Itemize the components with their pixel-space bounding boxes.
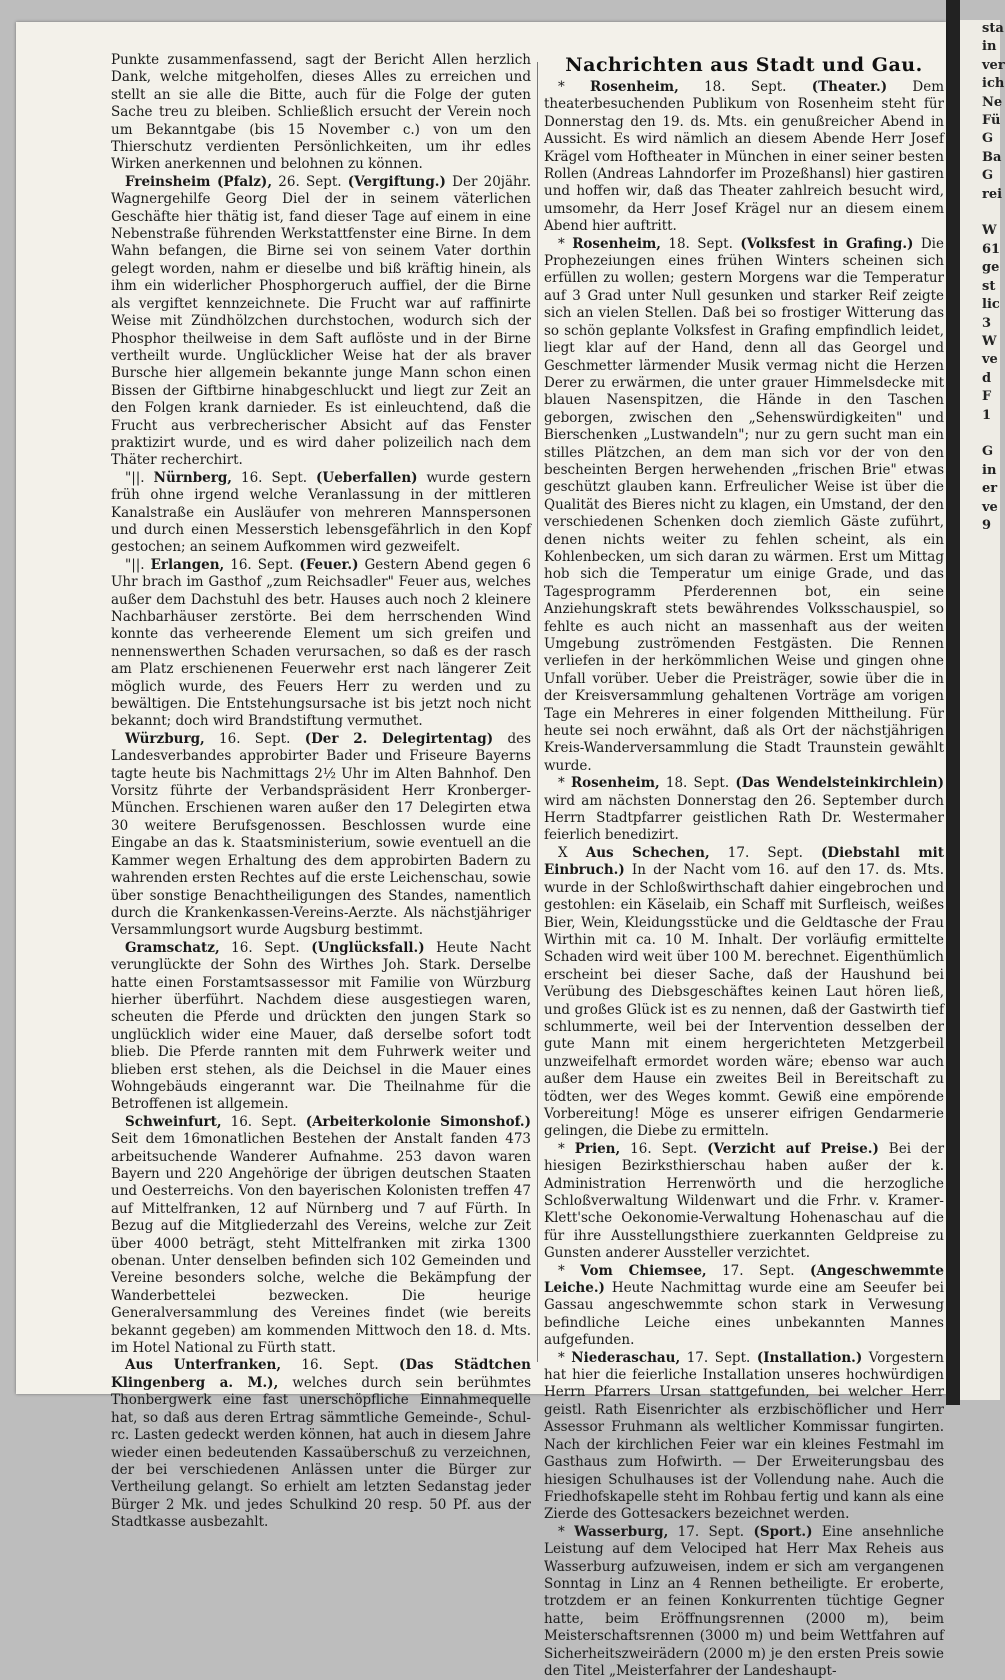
next-page-fragment: st bbox=[982, 278, 996, 294]
article-topic: (Das Städtchen Klingenberg a. M.), bbox=[111, 1357, 532, 1391]
article-topic: (Diebstahl mit Einbruch.) bbox=[544, 844, 944, 879]
next-page-fragment: G bbox=[982, 131, 994, 147]
next-page-fragment: G bbox=[982, 168, 994, 184]
article bbox=[111, 52, 531, 174]
article-text: Seit dem 16monatlichen Bestehen der Anstalt fanden 473 arbeitsuchende Wanderer Aufnahme. 253 davon waren Bayern und 220 Angehörige der übrigen deutschen Staaten und Oesterreichs. Von den bayerischen Kolonisten treffen 47 auf Mittelfranken, 12 auf Nürnberg und 7 auf Fürth. In Bezug auf die Mitgliederzahl des Vereins, welche zur Zeit über 4000 beträgt, steht Mittelfranken mit zirka 1300 obenan. Unter denselben befinden sich 102 Gemeinden und Vereine besonders solche, welche die Bekämpfung der Wanderbettelei bezwecken. Die heurige Generalversammlung des Vereines findet (wie bereits bekannt gegeben) am kommenden Mittwoch den 18. d. Mts. im Hotel National zu Fürth statt. bbox=[111, 1131, 531, 1357]
article-text: Der 20jähr. Wagnergehilfe Georg Diel der in seinem väterlichen Geschäfte hier thätig ist, fand dieser Tage auf einem in eine Nebenstraße führenden Werkstattfenster eine Birne. In dem Wahn befangen, die Birne sei von seinem Vater dorthin gelegt worden, nahm er dieselbe und biß kräftig hinein, als ihm ein widerlicher Phosphorgeruch auffiel, der die Birne als vergiftet kennzeichnete. Die Frucht war auf raffinirte Weise mit Zündhölzchen durchstochen, wodurch sich der Phosphor theilweise in dem Saft auflöste und in der Birne vertheilt wurde. Unglücklicher Weise hat der als braver Bursche hier allgemein bekannte junge Mann schon einen Bissen der Giftbirne hinabgeschluckt und liegt zur Zeit an den Folgen krank darnieder. Es ist einleuchtend, daß die Frucht aus verbrecherischer Absicht auf das Fenster praktizirt wurde, und es wird daher polizeilich nach dem Thäter recherchirt. bbox=[111, 173, 531, 469]
next-page-fragment: rei bbox=[982, 186, 1003, 202]
article-text: Vorgestern hat hier die feierliche Installation unseres hochwürdigen Herrn Pfarrers Ursan stattgefunden, bei welcher Herr geistl. Rath Eisenrichter als erzbischöflicher und Herr Assessor Fruhmann als weltlicher Kommissar fungirten. Nach der kirchlichen Feier war ein kleines Festmahl im Gasthaus zum Hofwirth. — Der Erweiterungsbau des hiesigen Schulhauses ist der Vollendung nahe. Auch die Friedhofskapelle steht im Rohbau fertig und kann als eine Zierde des Gottesackers bezeichnet werden. bbox=[544, 1349, 944, 1523]
article-date: 17. Sept. bbox=[722, 1262, 795, 1279]
article-date: 18. Sept. bbox=[665, 775, 730, 792]
article-prefix: * bbox=[558, 1523, 565, 1540]
book-spine-edge bbox=[946, 0, 960, 1405]
article-date: 16. Sept. bbox=[230, 556, 294, 573]
article-date: 16. Sept. bbox=[301, 1357, 379, 1374]
next-page-fragment: W bbox=[982, 333, 997, 349]
next-page-fragment: G bbox=[982, 444, 994, 460]
article-date: 17. Sept. bbox=[686, 1349, 751, 1366]
article-topic: (Volksfest in Grafing.) bbox=[740, 235, 914, 252]
article-topic: (Verzicht auf Preise.) bbox=[707, 1140, 879, 1157]
next-page-fragment: 1 bbox=[982, 407, 992, 423]
article-text: Heute Nacht verunglückte der Sohn des Wirthes Joh. Stark. Derselbe hatte einen Forstamtsassessor mit Familie von Würzburg hierher überführt. Nachdem diese ausgestiegen waren, scheuten die Pferde und drückten den jungen Stark so unglücklich wider eine Mauer, daß derselbe sofort todt blieb. Die Pferde rannten mit dem Fuhrwerk weiter und blieben erst stehen, als die Deichsel in die Mauer eines Wohngebäuds eingerannt war. Die Theilnahme für die Betroffenen ist allgemein. bbox=[111, 939, 531, 1113]
article-place: Schweinfurt, bbox=[125, 1113, 222, 1130]
next-page-fragment: F bbox=[982, 389, 992, 405]
article bbox=[544, 1263, 944, 1350]
article-place: Gramschatz, bbox=[125, 939, 220, 956]
next-page-fragment: ver bbox=[982, 57, 1005, 73]
article bbox=[111, 1114, 531, 1358]
next-page-fragment: W bbox=[982, 223, 997, 239]
next-page-fragment bbox=[960, 425, 1000, 443]
article-topic: (Theater.) bbox=[811, 79, 888, 95]
article-topic: (Feuer.) bbox=[299, 556, 359, 573]
section-heading: Nachrichten aus Stadt und Gau. bbox=[565, 54, 923, 76]
article-date: 16. Sept. bbox=[231, 939, 300, 956]
next-page-fragment: in bbox=[982, 462, 997, 478]
article-topic: (Unglücksfall.) bbox=[311, 939, 425, 956]
next-page-strip bbox=[960, 20, 1005, 1400]
next-page-fragment: ge bbox=[982, 260, 1000, 276]
article-place: Niederaschau, bbox=[571, 1349, 681, 1366]
article-text: wurde gestern früh ohne irgend welche Veranlassung in der mittleren Kanalstraße ein Ausläufer von mehreren Mannspersonen und durch einen Messerstich lebensgefährlich in den Kopf gestochen; an seinem Aufkommen wird gezweifelt. bbox=[111, 469, 531, 556]
next-page-fragment: ve bbox=[982, 499, 998, 515]
article-topic: (Der 2. Delegirtentag) bbox=[304, 730, 494, 747]
article bbox=[544, 845, 944, 1141]
article bbox=[111, 557, 531, 731]
article-text: welches durch sein berühmtes Thonbergwerk eine fast unerschöpfliche Einnahmequelle hat, so daß aus deren Ertrag sämmtliche Gemeinde-, Schul- rc. Lasten gedeckt werden können, hat auch in diesem Jahre wieder einen bedeutenden Kassaüberschuß zu verzeichnen, der bei verschiedenen Anlässen unter die Bürger zur Vertheilung gelangt. So erhielt am letzten Sedanstag jeder Bürger 2 Mk. und jedes Schulkind 20 resp. 50 Pf. aus der Stadtkasse ausbezahlt. bbox=[111, 1374, 532, 1531]
article-place: Würzburg, bbox=[125, 730, 205, 747]
article-date: 17. Sept. bbox=[677, 1523, 745, 1540]
article bbox=[111, 731, 531, 940]
article-date: 26. Sept. bbox=[278, 173, 342, 190]
article-place: Vom Chiemsee, bbox=[580, 1262, 707, 1279]
article-topic: (Das Wendelsteinkirchlein) bbox=[735, 775, 945, 792]
article-place: Prien, bbox=[574, 1140, 621, 1157]
article-text: Heute Nachmittag wurde eine am Seeufer bei Gassau angeschwemmte schon stark in Verwesung befindliche Leiche eines unbekannten Mannes aufgefunden. bbox=[544, 1280, 944, 1349]
next-page-fragment: sta bbox=[982, 21, 1004, 36]
next-page-fragment: lic bbox=[982, 297, 1000, 313]
right-column bbox=[544, 52, 944, 1680]
article-topic: (Installation.) bbox=[756, 1349, 863, 1366]
article-text: Gestern Abend gegen 6 Uhr brach im Gasthof „zum Reichsadler" Feuer aus, welches außer dem Dachstuhl des betr. Hauses auch noch 2 kleinere Nachbarhäuser zerstörte. Bei dem herrschenden Wind konnte das verheerende Element um sich greifen und nennenswerthen Schaden verursachen, so daß es der rasch am Platz erschienenen Feuerwehr erst nach längerer Zeit möglich wurde, des Feuers Herr zu werden und zu bewältigen. Die Entstehungsursache ist bis jetzt noch nicht bekannt; doch wird Brandstiftung vermuthet. bbox=[111, 556, 532, 730]
article-date: 17. Sept. bbox=[727, 844, 803, 861]
article bbox=[544, 1524, 944, 1680]
article-place: Erlangen, bbox=[150, 556, 225, 573]
next-page-fragment: d bbox=[982, 370, 992, 386]
next-page-fragment: ve bbox=[982, 352, 998, 368]
article bbox=[544, 236, 944, 776]
next-page-fragment: er bbox=[982, 481, 998, 497]
article bbox=[111, 940, 531, 1114]
article bbox=[111, 174, 531, 470]
article-place: Rosenheim, bbox=[590, 79, 679, 95]
article-topic: (Vergiftung.) bbox=[347, 173, 446, 190]
article-place: Freinsheim (Pfalz), bbox=[125, 173, 273, 190]
article-topic: (Ueberfallen) bbox=[316, 469, 418, 486]
next-page-fragment bbox=[960, 204, 1000, 222]
article-prefix: * bbox=[558, 1349, 565, 1366]
article bbox=[544, 1141, 944, 1263]
article bbox=[544, 1350, 944, 1524]
article-place: Aus Unterfranken, bbox=[125, 1357, 282, 1374]
next-page-fragment: ich bbox=[982, 76, 1005, 92]
article-prefix: * bbox=[558, 775, 565, 792]
next-page-fragment: 3 bbox=[982, 315, 992, 331]
newspaper-page bbox=[16, 22, 946, 1679]
article-prefix: X bbox=[558, 844, 568, 861]
article-date: 16. Sept. bbox=[230, 1113, 297, 1130]
article bbox=[111, 1357, 531, 1531]
next-page-fragment: 9 bbox=[982, 517, 992, 533]
article-prefix: * bbox=[558, 235, 565, 252]
article-place: Nürnberg, bbox=[153, 469, 232, 486]
article-text: In der Nacht vom 16. auf den 17. ds. Mts. wurde in der Schloßwirthschaft dahier eingebrochen und gestohlen: ein Käselaib, ein Schaff mit Surfleisch, weißes Bier, Wein, Kleidungsstücke und die Geldtasche der Frau Wirthin mit ca. 10 M. Inhalt. Der vorläufig ermittelte Schaden wird weit über 100 M. berechnet. Eigenthümlich erscheint bei dieser Sache, daß der Haushund bei Verübung des Diebsgeschäftes keinen Laut hören ließ, und großes Glück ist es zu nennen, daß der Gastwirth tief schlummerte, weil bei der Intervention desselben der gute Mann mit einem hergerichteten Metzgerbeil unzweifelhaft ermordet worden wäre; ebenso war auch außer dem Hause ein zweites Beil in Bereitschaft zu tödten, wer des Weges kommt. Gewiß eine empörende Vorbereitung! Möge es unserer eifrigen Gendarmerie gelingen, die Diebe zu ermitteln. bbox=[544, 862, 944, 1140]
next-page-fragment: Ne bbox=[982, 94, 1003, 110]
article-text: Dem theaterbesuchenden Publikum von Rosenheim steht für Donnerstag den 19. ds. Mts. ein genußreicher Abend in Aussicht. Es wird nämlich an diesem Abende Herr Josef Krägel vom Hoftheater in München in einer seiner besten Rollen (Andreas Lahndorfer im Prozeßhansl) hier gastiren und hoffen wir, daß das Theater zahlreich besucht wird, umsomehr, da Herr Josef Krägel nur an diesem einem Abend hier auftritt. bbox=[544, 79, 945, 235]
next-page-fragment: Ba bbox=[982, 149, 1002, 165]
article-prefix: * bbox=[558, 1262, 565, 1279]
article-text: des Landesverbandes approbirter Bader und Friseure Bayerns tagte heute bis Nachmittags 2½ Uhr im Alten Bahnhof. Den Vorsitz führte der Verbandspräsident Herr Kronberger-München. Erschienen waren außer den 17 Delegirten etwa 30 weitere Berufsgenossen. Beschlossen wurde eine Eingabe an das k. Staatsministerium, sowie eventuell an die Kammer wegen Erhaltung des dem approbirten Badern zu wahrenden ersten Rechtes auf die erste Leichenschau, sowie über sonstige Benachtheiligungen des Standes, namentlich durch die Krankenkassen-Vereins-Aerzte. Als nächstjähriger Versammlungsort wurde Augsburg bestimmt. bbox=[111, 730, 531, 939]
next-page-fragment: in bbox=[982, 39, 997, 55]
article-prefix: * bbox=[558, 79, 565, 95]
article-place: Aus Schechen, bbox=[585, 844, 710, 861]
article-date: 18. Sept. bbox=[704, 79, 787, 95]
article-place: Wasserburg, bbox=[574, 1523, 669, 1540]
article-topic: (Angeschwemmte Leiche.) bbox=[544, 1262, 944, 1297]
left-column bbox=[111, 52, 531, 1532]
article-date: 18. Sept. bbox=[668, 235, 733, 252]
column-divider bbox=[537, 62, 538, 1362]
article-date: 16. Sept. bbox=[219, 730, 291, 747]
article-text: wird am nächsten Donnerstag den 26. September durch Herrn Stadtpfarrer geistlichen Rath Dr. Westermaher feierlich benedizirt. bbox=[544, 792, 944, 844]
next-page-fragment: 61 bbox=[982, 241, 1001, 257]
article-place: Rosenheim, bbox=[572, 235, 661, 252]
article-prefix: "||. bbox=[125, 469, 145, 486]
article-text: Punkte zusammenfassend, sagt der Bericht Allen herzlich Dank, welche mitgeholfen, dieses Alles zu erreichen und stellt an sie alle die Bitte, auch für die Folge der guten Sache treu zu bleiben. Schließlich ersucht der Verein noch um Bekanntgabe (bis 15 November c.) von um den Thierschutz verdienten Persönlichkeiten, um ihr edles Wirken anerkennen und belohnen zu können. bbox=[111, 52, 531, 173]
next-page-fragment: Fü bbox=[982, 113, 1001, 129]
article-text: Bei der hiesigen Bezirksthierschau haben außer der k. Administration Herrenwörth und die herzogliche Schloßverwaltung Wildenwart und die Frhr. v. Kramer-Klett'sche Oekonomie-Verwaltung Hohenaschau auf die für ihre Ausstellungsthiere zuerkannten Geldpreise zu Gunsten anderer Aussteller verzichtet. bbox=[544, 1140, 945, 1262]
article bbox=[544, 79, 944, 236]
article-topic: (Arbeiterkolonie Simonshof.) bbox=[305, 1113, 532, 1130]
article-prefix: "||. bbox=[125, 556, 145, 573]
article-text: Eine ansehnliche Leistung auf dem Velociped hat Herr Max Reheis aus Wasserburg aufzuweisen, indem er sich am vergangenen Sonntag in Linz an 4 Rennen betheiligte. Er eroberte, trotzdem er an feinen Konkurrenten tüchtige Gegner hatte, beim Eröffnungsrennen (2000 m), beim Meisterschaftsrennen (3000 m) und beim Wettfahren auf Sicherheitszweirädern (2000 m) je den ersten Preis sowie den Titel „Meisterfahrer der Landeshaupt- bbox=[544, 1523, 945, 1679]
article bbox=[111, 470, 531, 557]
article-text: Die Prophezeiungen eines frühen Winters scheinen sich erfüllen zu wollen; gestern Morgens war die Temperatur auf 3 Grad unter Null gesunken und starker Reif zeigte sich an vielen Stellen. Daß bei so frostiger Witterung das so schön geplante Volksfest in Grafing empfindlich leidet, liegt klar auf der Hand, denn all das Georgel und Geschmetter lärmender Musik vermag nicht die Herzen Derer zu erwärmen, die unter grauer Himmelsdecke mit blauen Nasenspitzen, die Hände in den Taschen geborgen, zwischen den „Sehenswürdigkeiten" und Bierschenken „Lustwandeln"; nur zu gern sucht man ein stilles Plätzchen, an dem man sich vor der von den bescheinten Bergen herwehenden „frischen Brie" etwas geschützt glauben kann. Erfreulicher Weise ist über die Qualität des Bieres nicht zu klagen, ein Umstand, der den verschiedenen Schenken doch ziemlich Gäste zuführt, denen nichts weiter zu fehlen scheint, als ein Kohlenbecken, um sich daran zu wärmen. Erst um Mittag hob sich die Temperatur um einige Grade, und das Tagesprogramm Pferderennen bot, ein seine Anziehungskraft stets bewährendes Volksschauspiel, so fehlte es auch nicht an massenhaft aus der weiten Umgebung zuströmenden Festgästen. Die Rennen verliefen in der herkömmlichen Weise und gingen ohne Unfall vorüber. Ueber die Preisträger, sowie über die in der Kreisversammlung gehaltenen Vorträge am vorigen Tage ein Mehreres in einer folgenden Mittheilung. Für heute sei noch erwähnt, daß als Ort der nächstjährigen Kreis-Wanderversammlung die Stadt Traunstein gewählt wurde. bbox=[544, 235, 944, 774]
article-topic: (Sport.) bbox=[753, 1523, 813, 1540]
article-date: 16. Sept. bbox=[630, 1140, 698, 1157]
article-place: Rosenheim, bbox=[570, 775, 660, 792]
article-prefix: * bbox=[558, 1140, 565, 1157]
article-date: 16. Sept. bbox=[240, 469, 308, 486]
article bbox=[544, 775, 944, 845]
